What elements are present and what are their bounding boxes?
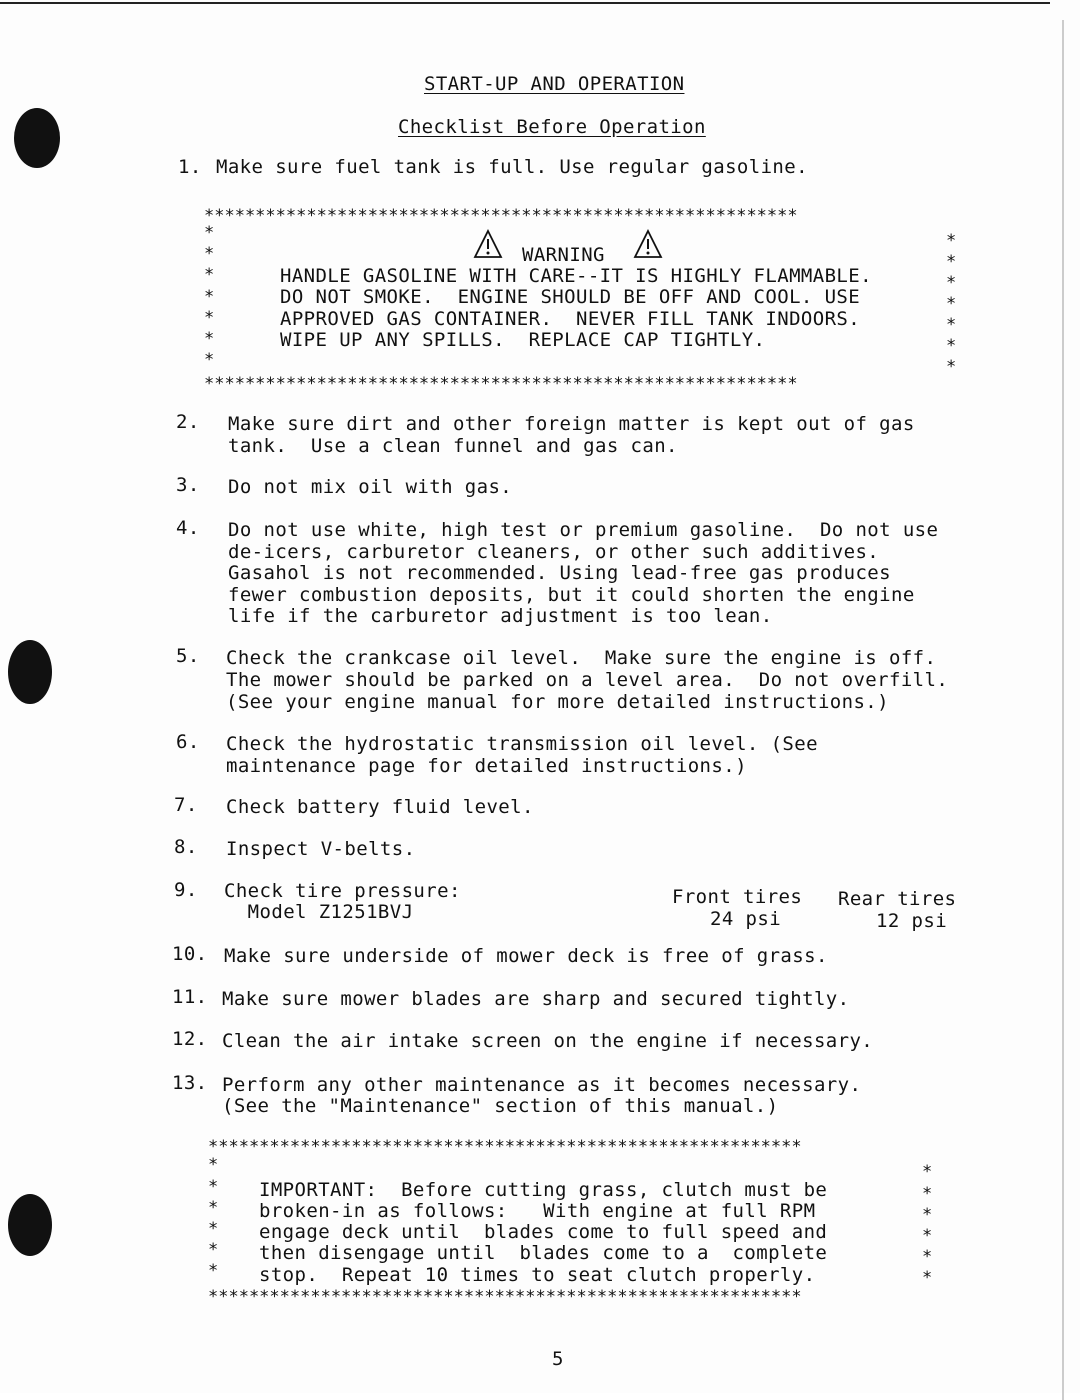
- item-10-line-1: Make sure underside of mower deck is free of grass.: [224, 945, 828, 967]
- item-number: 7.: [174, 794, 198, 816]
- border-star: *: [922, 1185, 933, 1203]
- binder-hole-bottom: [8, 1194, 52, 1256]
- important-line: stop. Repeat 10 times to seat clutch properly.: [259, 1264, 816, 1286]
- item-9-line-1: Check tire pressure:: [224, 880, 461, 902]
- important-line: broken-in as follows: With engine at full RPM: [259, 1200, 816, 1222]
- border-star: *: [204, 309, 215, 327]
- border-star: *: [922, 1248, 933, 1266]
- item-4-line-3: Gasahol is not recommended. Using lead-free gas produces: [228, 562, 891, 584]
- item-2-line-1: Make sure dirt and other foreign matter is kept out of gas: [228, 413, 915, 435]
- item-4-line-1: Do not use white, high test or premium gasoline. Do not use: [228, 519, 939, 541]
- border-star: *: [208, 1241, 219, 1259]
- important-line: then disengage until blades come to a complete: [259, 1242, 828, 1264]
- important-border-top: **********************************************************: [208, 1138, 802, 1156]
- rear-tires-value: 12 psi: [876, 910, 948, 932]
- warning-line: HANDLE GASOLINE WITH CARE--IT IS HIGHLY FLAMMABLE.: [280, 265, 872, 287]
- border-star: *: [946, 232, 957, 250]
- warning-triangle-icon: [633, 229, 663, 259]
- important-line: IMPORTANT: Before cutting grass, clutch must be: [259, 1179, 828, 1201]
- front-tires-value: 24 psi: [710, 908, 782, 930]
- page-edge-top: [0, 2, 1050, 4]
- binder-hole-top: [14, 108, 60, 168]
- border-star: *: [922, 1163, 933, 1181]
- border-star: *: [208, 1156, 219, 1174]
- warning-line: WIPE UP ANY SPILLS. REPLACE CAP TIGHTLY.: [280, 329, 766, 351]
- item-13-line-1: Perform any other maintenance as it becomes necessary.: [222, 1074, 862, 1096]
- item-number: 3.: [176, 474, 200, 496]
- page-edge-right: [1062, 20, 1064, 1400]
- item-9-line-2: Model Z1251BVJ: [224, 901, 414, 923]
- item-number: 11.: [172, 986, 208, 1008]
- warning-border-top: **********************************************************: [204, 207, 798, 225]
- important-line: engage deck until blades come to full speed and: [259, 1221, 828, 1243]
- item-7-line-1: Check battery fluid level.: [226, 796, 534, 818]
- item-6-line-1: Check the hydrostatic transmission oil level. (See: [226, 733, 818, 755]
- item-1-line-1: Make sure fuel tank is full. Use regular gasoline.: [216, 156, 808, 178]
- item-4-line-2: de-icers, carburetor cleaners, or other such additives.: [228, 541, 880, 563]
- border-star: *: [204, 351, 215, 369]
- page-subheading: Checklist Before Operation: [398, 116, 706, 138]
- border-star: *: [208, 1220, 219, 1238]
- item-number: 5.: [176, 645, 200, 667]
- border-star: *: [946, 274, 957, 292]
- item-number: 4.: [176, 517, 200, 539]
- warning-title: WARNING: [522, 244, 605, 266]
- page-number: 5: [552, 1348, 564, 1370]
- item-number: 8.: [174, 836, 198, 858]
- item-4-line-5: life if the carburetor adjustment is too lean.: [228, 605, 773, 627]
- important-border-bottom: **********************************************************: [208, 1288, 802, 1306]
- border-star: *: [922, 1206, 933, 1224]
- item-number: 1.: [178, 156, 202, 178]
- border-star: *: [208, 1262, 219, 1280]
- item-number: 12.: [172, 1028, 208, 1050]
- item-11-line-1: Make sure mower blades are sharp and secured tightly.: [222, 988, 850, 1010]
- rear-tires-header: Rear tires: [838, 888, 957, 910]
- item-5-line-1: Check the crankcase oil level. Make sure the engine is off.: [226, 647, 937, 669]
- border-star: *: [204, 245, 215, 263]
- border-star: *: [204, 288, 215, 306]
- border-star: *: [946, 337, 957, 355]
- warning-line: DO NOT SMOKE. ENGINE SHOULD BE OFF AND COOL. USE: [280, 286, 861, 308]
- border-star: *: [208, 1178, 219, 1196]
- border-star: *: [922, 1269, 933, 1287]
- front-tires-header: Front tires: [672, 886, 803, 908]
- border-star: *: [946, 295, 957, 313]
- warning-line: APPROVED GAS CONTAINER. NEVER FILL TANK INDOORS.: [280, 308, 861, 330]
- border-star: *: [204, 266, 215, 284]
- item-number: 9.: [174, 879, 198, 901]
- warning-border-bottom: **********************************************************: [204, 375, 798, 393]
- page-heading: START-UP AND OPERATION: [424, 73, 685, 95]
- item-number: 13.: [172, 1072, 208, 1094]
- border-star: *: [946, 358, 957, 376]
- item-4-line-4: fewer combustion deposits, but it could shorten the engine: [228, 584, 915, 606]
- item-5-line-3: (See your engine manual for more detailed instructions.): [226, 691, 889, 713]
- border-star: *: [204, 330, 215, 348]
- border-star: *: [204, 224, 215, 242]
- item-8-line-1: Inspect V-belts.: [226, 838, 416, 860]
- item-number: 10.: [172, 943, 208, 965]
- item-6-line-2: maintenance page for detailed instructions.): [226, 755, 747, 777]
- item-3-line-1: Do not mix oil with gas.: [228, 476, 513, 498]
- item-2-line-2: tank. Use a clean funnel and gas can.: [228, 435, 678, 457]
- border-star: *: [946, 253, 957, 271]
- border-star: *: [922, 1227, 933, 1245]
- item-number: 6.: [176, 731, 200, 753]
- warning-triangle-icon: [473, 229, 503, 259]
- border-star: *: [208, 1199, 219, 1217]
- border-star: *: [946, 316, 957, 334]
- item-13-line-2: (See the "Maintenance" section of this manual.): [222, 1095, 779, 1117]
- binder-hole-middle: [8, 640, 52, 704]
- item-12-line-1: Clean the air intake screen on the engine if necessary.: [222, 1030, 874, 1052]
- item-number: 2.: [176, 411, 200, 433]
- item-5-line-2: The mower should be parked on a level area. Do not overfill.: [226, 669, 949, 691]
